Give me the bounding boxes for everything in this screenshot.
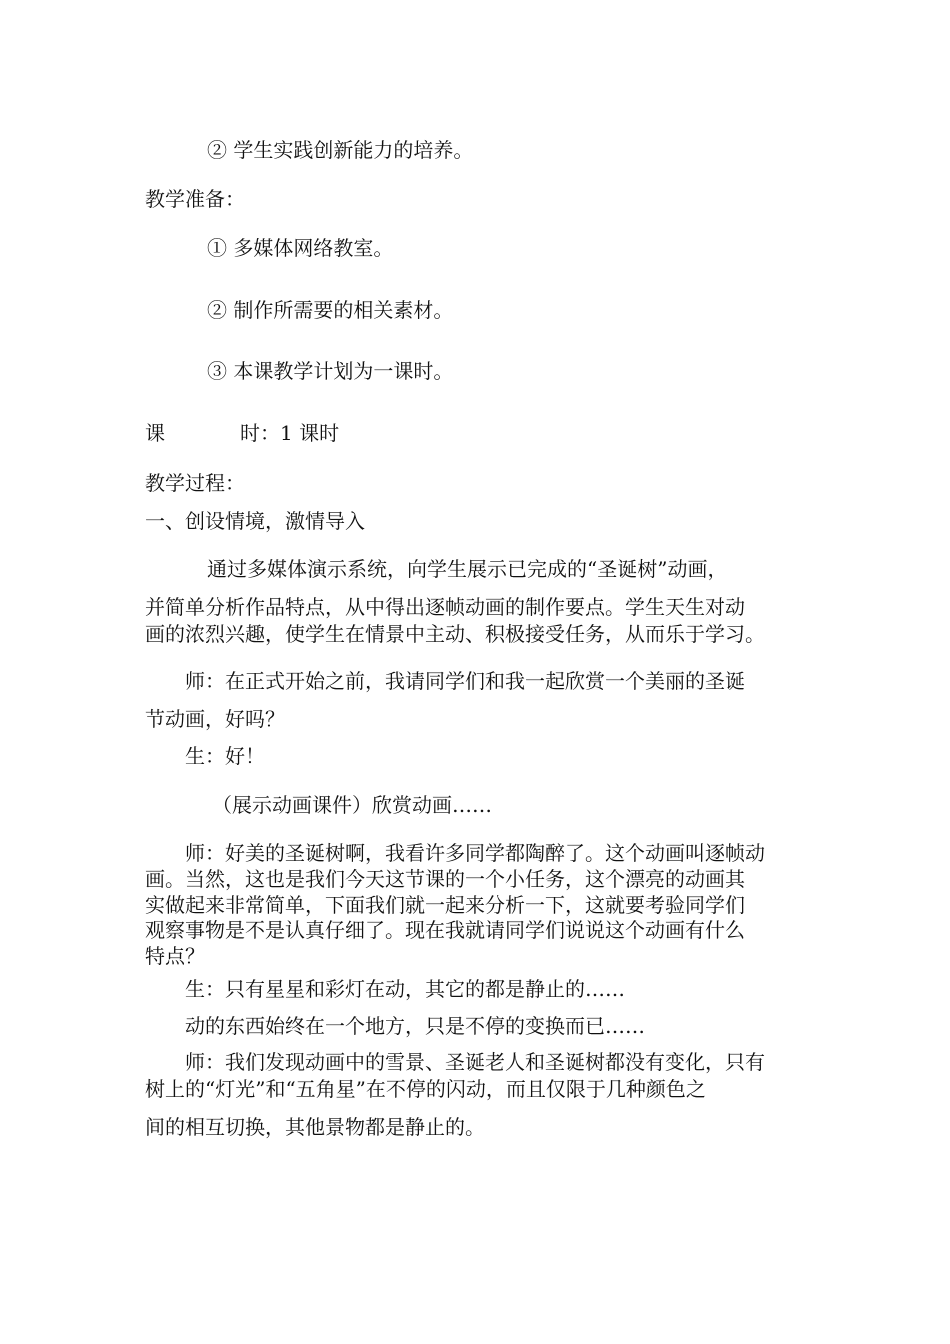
prep-item-2: ② 制作所需要的相关素材。 <box>207 298 454 322</box>
prep-item-3: ③ 本课教学计划为一课时。 <box>207 359 454 383</box>
step-heading-1: 一、创设情境，激情导入 <box>145 509 365 533</box>
paragraph-line: 通过多媒体演示系统，向学生展示已完成的“圣诞树”动画， <box>207 557 728 581</box>
dialogue-line: 师：好美的圣诞树啊，我看许多同学都陶醉了。这个动画叫逐帧动 <box>185 841 765 865</box>
stage-direction: （展示动画课件）欣赏动画…… <box>212 793 492 817</box>
dialogue-line: 实做起来非常简单，下面我们就一起来分析一下，这就要考验同学们 <box>145 893 745 917</box>
dialogue-line: 树上的“灯光”和“五角星”在不停的闪动，而且仅限于几种颜色之 <box>145 1077 706 1101</box>
section-heading-preparation: 教学准备： <box>145 187 245 211</box>
paragraph-line: 画的浓烈兴趣，使学生在情景中主动、积极接受任务，从而乐于学习。 <box>145 622 765 646</box>
dialogue-line: 生：好！ <box>185 744 265 768</box>
dialogue-line: 观察事物是不是认真仔细了。现在我就请同学们说说这个动画有什么 <box>145 918 745 942</box>
dialogue-line: 动的东西始终在一个地方，只是不停的变换而已…… <box>185 1014 645 1038</box>
goal-item-2: ② 学生实践创新能力的培养。 <box>207 138 474 162</box>
dialogue-line: 师：我们发现动画中的雪景、圣诞老人和圣诞树都没有变化，只有 <box>185 1050 765 1074</box>
dialogue-line: 生：只有星星和彩灯在动，其它的都是静止的…… <box>185 977 625 1001</box>
dialogue-line: 画。当然，这也是我们今天这节课的一个小任务，这个漂亮的动画其 <box>145 867 745 891</box>
section-heading-process: 教学过程： <box>145 471 245 495</box>
dialogue-line: 节动画，好吗？ <box>145 707 285 731</box>
class-hours-value: 时：1 课时 <box>240 421 340 445</box>
paragraph-line: 并简单分析作品特点，从中得出逐帧动画的制作要点。学生天生对动 <box>145 595 745 619</box>
dialogue-line: 特点？ <box>145 944 205 968</box>
dialogue-line: 师：在正式开始之前，我请同学们和我一起欣赏一个美丽的圣诞 <box>185 669 745 693</box>
prep-item-1: ① 多媒体网络教室。 <box>207 236 394 260</box>
class-hours-label: 课 <box>145 421 165 445</box>
dialogue-line: 间的相互切换，其他景物都是静止的。 <box>145 1115 485 1139</box>
